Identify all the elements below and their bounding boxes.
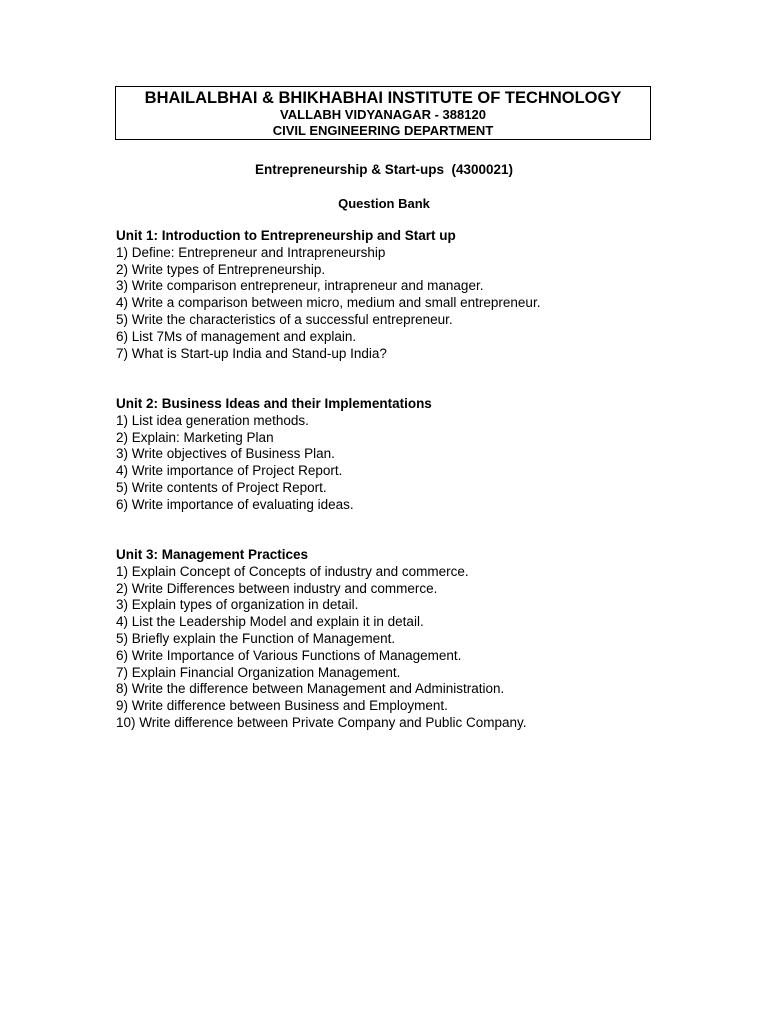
- question-item: 9) Write difference between Business and Employment.: [116, 698, 448, 714]
- unit-heading: Unit 2: Business Ideas and their Implementations: [116, 396, 432, 411]
- question-item: 2) Write types of Entrepreneurship.: [116, 261, 326, 277]
- department-name: CIVIL ENGINEERING DEPARTMENT: [272, 123, 494, 138]
- unit-heading: Unit 3: Management Practices: [116, 547, 309, 562]
- question-item: 5) Briefly explain the Function of Management.: [116, 630, 396, 646]
- question-item: 8) Write the difference between Management and Administration.: [116, 681, 505, 697]
- institute-header-box: [115, 86, 651, 140]
- question-item: 2) Explain: Marketing Plan: [116, 429, 274, 445]
- question-list: [116, 564, 716, 732]
- question-item: 2) Write Differences between industry and commerce.: [116, 580, 438, 596]
- course-title: Entrepreneurship & Start-ups (4300021): [254, 162, 514, 177]
- document-type-label: Question Bank: [338, 196, 430, 211]
- institute-name: BHAILALBHAI & BHIKHABHAI INSTITUTE OF TECHNOLOGY: [144, 89, 622, 107]
- question-item: 5) Write the characteristics of a successful entrepreneur.: [116, 311, 453, 327]
- question-item: 1) List idea generation methods.: [116, 412, 309, 428]
- question-list: [116, 413, 716, 514]
- question-item: 7) What is Start-up India and Stand-up India?: [116, 345, 387, 361]
- question-item: 1) Define: Entrepreneur and Intrapreneurship: [116, 244, 386, 260]
- question-item: 10) Write difference between Private Company and Public Company.: [116, 714, 527, 730]
- question-item: 5) Write contents of Project Report.: [116, 479, 327, 495]
- unit-section: [116, 547, 716, 732]
- question-item: 6) Write Importance of Various Functions of Management.: [116, 647, 462, 663]
- question-item: 3) Write objectives of Business Plan.: [116, 446, 335, 462]
- question-item: 4) Write a comparison between micro, medium and small entrepreneur.: [116, 295, 541, 311]
- question-item: 4) Write importance of Project Report.: [116, 463, 343, 479]
- question-item: 6) Write importance of evaluating ideas.: [116, 496, 354, 512]
- question-item: 1) Explain Concept of Concepts of industry and commerce.: [116, 563, 469, 579]
- question-list: [116, 245, 716, 363]
- question-item: 3) Write comparison entrepreneur, intrapreneur and manager.: [116, 278, 484, 294]
- unit-section: [116, 228, 716, 362]
- institute-location: VALLABH VIDYANAGAR - 388120: [280, 107, 486, 122]
- unit-heading: Unit 1: Introduction to Entrepreneurship and Start up: [116, 228, 456, 243]
- question-item: 7) Explain Financial Organization Management.: [116, 664, 401, 680]
- unit-section: [116, 396, 716, 514]
- question-item: 3) Explain types of organization in detail.: [116, 597, 359, 613]
- question-item: 6) List 7Ms of management and explain.: [116, 328, 357, 344]
- question-item: 4) List the Leadership Model and explain it in detail.: [116, 614, 424, 630]
